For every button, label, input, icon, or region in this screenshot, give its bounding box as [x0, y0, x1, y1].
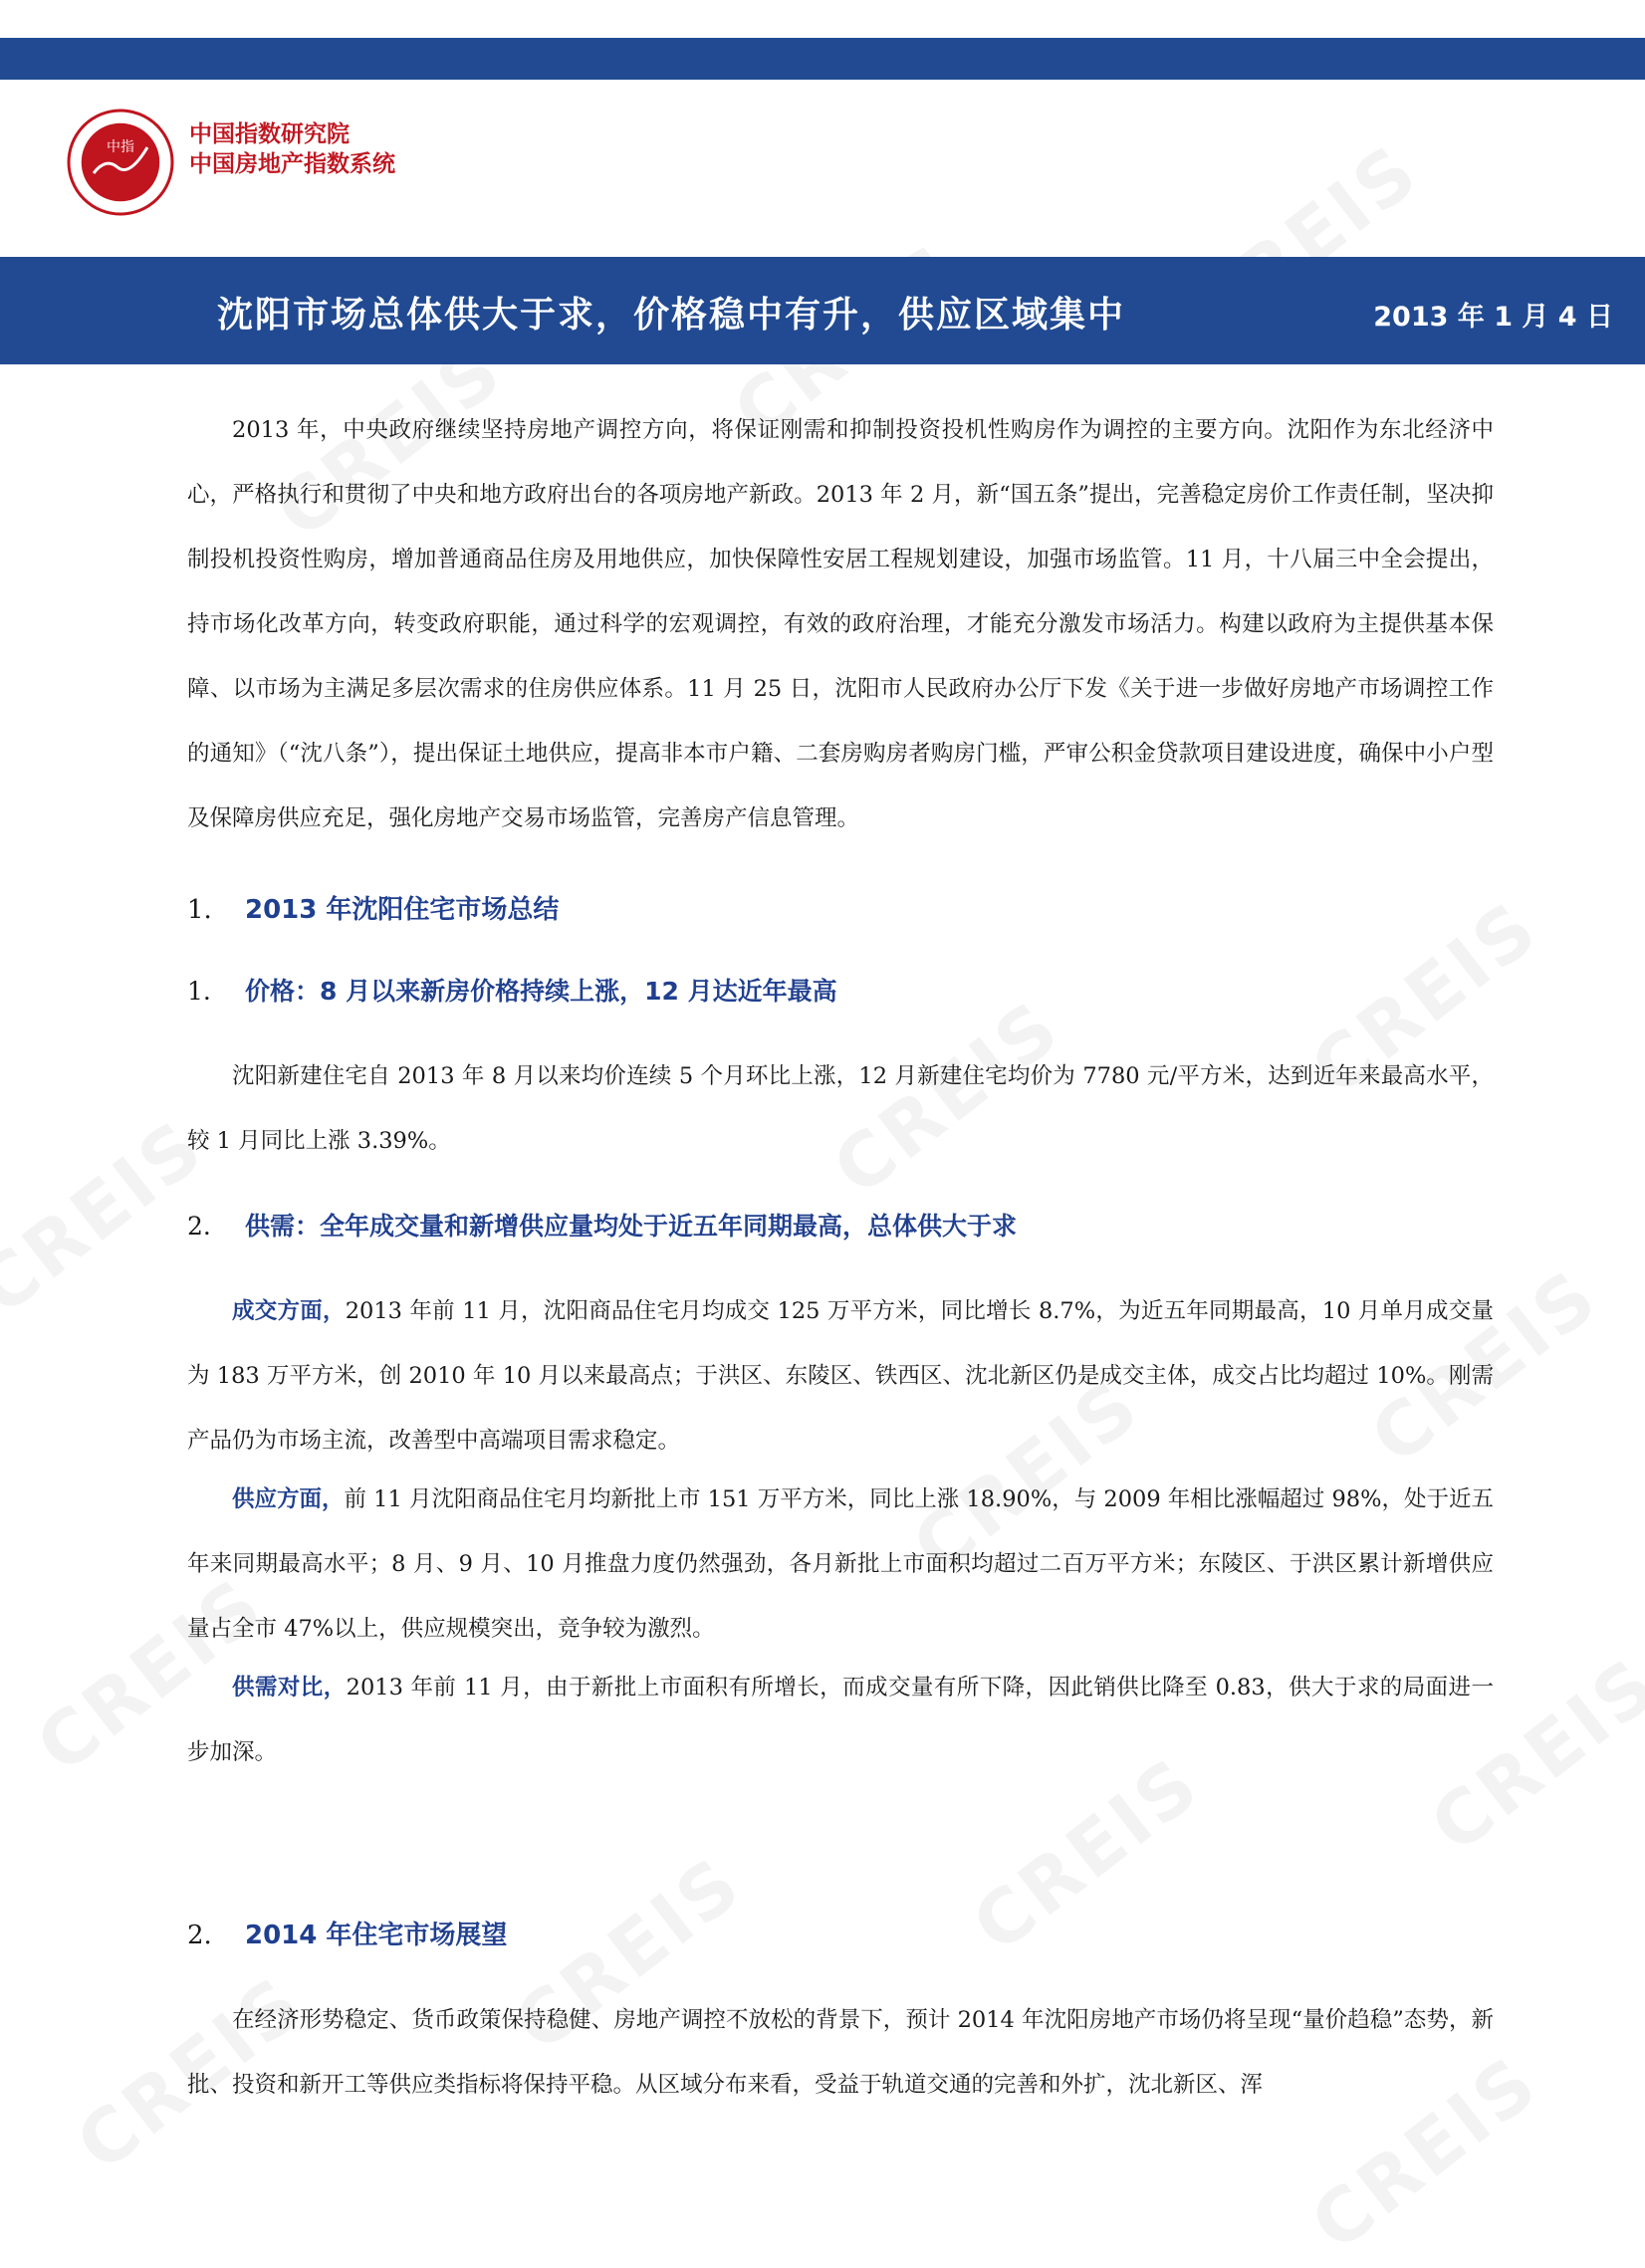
- outlook-paragraph: 在经济形势稳定、货币政策保持稳健、房地产调控不放松的背景下，预计 2014 年沈阳房地产市场仍将呈现“量价趋稳”态势，新批、投资和新开工等供应类指标将保持平稳。从区域分布来看，受益于轨道交通的完善和外扩，沈北新区、浑: [187, 2007, 1494, 2098]
- logo-text: 中指: [107, 139, 134, 155]
- paragraph-text: 前 11 月沈阳商品住宅月均新批上市 151 万平方米，同比上涨 18.90%，与 2009 年相比涨幅超过 98%，处于近五年来同期最高水平；8 月、9 月、10 月推盘力度仍然强劲，各月新批上市面积均超过二百万平方米；东陵区、于洪区累计新增供应量占全市 47%以上，供应规模突出，竞争较为激烈。: [187, 1486, 1494, 1642]
- org-name-secondary: 中国房地产指数系统: [189, 151, 395, 177]
- org-names: [189, 119, 395, 179]
- report-body: [187, 398, 1494, 2118]
- section-title: 2014 年住宅市场展望: [245, 1921, 508, 1950]
- top-banner: [0, 38, 1645, 80]
- section-number: 2.: [187, 1921, 212, 1950]
- subsection-title: 价格：8 月以来新房价格持续上涨，12 月达近年最高: [245, 977, 837, 1006]
- page-title: 沈阳市场总体供大于求，价格稳中有升，供应区域集中: [217, 294, 1126, 336]
- paragraph-lead: 成交方面，: [232, 1298, 346, 1324]
- transaction-paragraph: [187, 1279, 1494, 1474]
- subsection-heading: [187, 1186, 1494, 1267]
- paragraph-lead: 供需对比，: [232, 1675, 347, 1701]
- subsection-heading: [187, 951, 1494, 1032]
- org-logo: [66, 108, 175, 217]
- org-name-primary: 中国指数研究院: [189, 121, 350, 147]
- section-heading: [187, 869, 1494, 951]
- section-number: 1.: [187, 895, 212, 925]
- supply-paragraph: [187, 1468, 1494, 1662]
- price-paragraph: 沈阳新建住宅自 2013 年 8 月以来均价连续 5 个月环比上涨，12 月新建住宅均价为 7780 元/平方米，达到近年来最高水平，较 1 月同比上涨 3.39%。: [187, 1063, 1494, 1154]
- section-heading: [187, 1895, 1494, 1976]
- section-title: 2013 年沈阳住宅市场总结: [245, 895, 560, 925]
- subsection-title: 供需：全年成交量和新增供应量均处于近五年同期最高，总体供大于求: [245, 1212, 1018, 1241]
- paragraph-lead: 供应方面，: [232, 1486, 345, 1512]
- title-banner: [0, 257, 1645, 364]
- supply-demand-paragraph: [187, 1656, 1494, 1785]
- report-date: 2013 年 1 月 4 日: [1373, 302, 1613, 333]
- paragraph-text: 2013 年前 11 月，沈阳商品住宅月均成交 125 万平方米，同比增长 8.7%，为近五年同期最高，10 月单月成交量为 183 万平方米，创 2010 年 10 月以来最高点；于洪区、东陵区、铁西区、沈北新区仍是成交主体，成交占比均超过 10%。刚需产品仍为市场主流，改善型中高端项目需求稳定。: [187, 1298, 1494, 1454]
- intro-paragraph: 2013 年，中央政府继续坚持房地产调控方向，将保证刚需和抑制投资投机性购房作为调控的主要方向。沈阳作为东北经济中心，严格执行和贯彻了中央和地方政府出台的各项房地产新政。2013 年 2 月，新“国五条”提出，完善稳定房价工作责任制，坚决抑制投机投资性购房，增加普通商品住房及用地供应，加快保障性安居工程规划建设，加强市场监管。11 月，十八届三中全会提出，持市场化改革方向，转变政府职能，通过科学的宏观调控，有效的政府治理，才能充分激发市场活力。构建以政府为主提供基本保障、以市场为主满足多层次需求的住房供应体系。11 月 25 日，沈阳市人民政府办公厅下发《关于进一步做好房地产市场调控工作的通知》（“沈八条”），提出保证土地供应，提高非本市户籍、二套房购房者购房门槛，严审公积金贷款项目建设进度，确保中小户型及保障房供应充足，强化房地产交易市场监管，完善房产信息管理。: [187, 417, 1494, 831]
- paragraph-text: 2013 年前 11 月，由于新批上市面积有所增长，而成交量有所下降，因此销供比降至 0.83，供大于求的局面进一步加深。: [187, 1675, 1494, 1765]
- subsection-number: 1.: [187, 977, 211, 1006]
- subsection-number: 2.: [187, 1212, 211, 1241]
